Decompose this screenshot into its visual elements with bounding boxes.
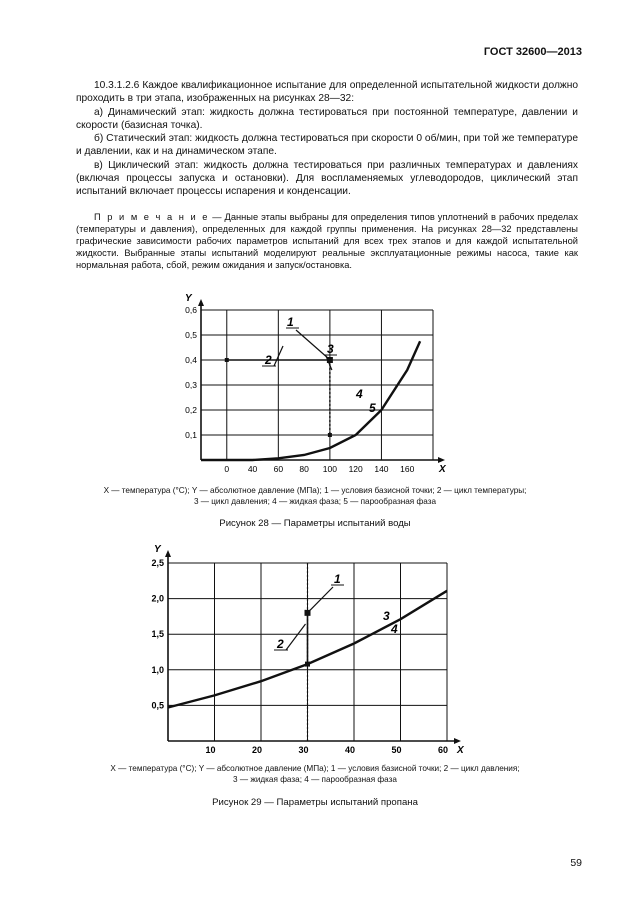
callout-label: 1: [334, 572, 341, 586]
x-tick-label: 60: [273, 464, 284, 474]
x-tick-label: 30: [298, 745, 309, 755]
y-tick-label: 0,4: [185, 355, 197, 365]
fig29-caption: Рисунок 29 — Параметры испытаний пропана: [212, 797, 418, 808]
y-tick-label: 0,1: [185, 430, 197, 440]
callout-label: 3: [383, 609, 390, 623]
fig28-caption: Рисунок 28 — Параметры испытаний воды: [219, 518, 411, 529]
callout-label: 5: [369, 401, 376, 415]
callout-label: 4: [391, 622, 398, 636]
callout-label: 4: [356, 387, 363, 401]
y-tick-label: 0,6: [185, 305, 197, 315]
x-tick-label: 0: [224, 464, 230, 474]
x-tick-label: 40: [344, 745, 356, 755]
fig29-legend-line1: X — температура (°C); Y — абсолютное давление (МПа); 1 — условия базисной точки; 2 — цикл давления;: [110, 764, 520, 773]
callout-label: 3: [327, 342, 334, 356]
pressure-cycle-marker: [328, 433, 332, 437]
y-axis-label: Y: [154, 544, 161, 555]
x-tick-label: 100: [322, 464, 337, 474]
callout-label: 2: [265, 353, 272, 367]
x-tick-label: 10: [205, 745, 216, 755]
phase-curve: [201, 341, 420, 460]
y-tick-label: 1,5: [151, 629, 164, 640]
y-tick-label: 0,2: [185, 405, 197, 415]
pressure-cycle-marker: [305, 662, 310, 667]
y-tick-label: 0,3: [185, 380, 197, 390]
x-axis-label: X: [439, 464, 446, 475]
page-number: 59: [570, 857, 582, 869]
y-tick-label: 0,5: [185, 330, 197, 340]
y-tick-label: 2,0: [151, 593, 164, 604]
x-tick-label: 60: [437, 745, 449, 755]
y-tick-label: 2,5: [151, 558, 164, 568]
fig28-legend-line1: X — температура (°C); Y — абсолютное давление (МПа); 1 — условия базисной точки; 2 — цикл температуры;: [103, 486, 527, 495]
y-axis-label: Y: [185, 293, 192, 304]
x-tick-label: 20: [251, 745, 263, 755]
callout-leader: [296, 330, 328, 358]
fig29-legend-line2: 3 — жидкая фаза; 4 — парообразная фаза: [233, 775, 397, 784]
temp-cycle-marker: [225, 358, 229, 362]
y-tick-label: 1,0: [151, 664, 164, 675]
note-text: — Данные этапы выбраны для определения типов уплотнений в рабочих пределах (температуры и давления), определенных для каждой группы применения. На рисунках 28—32 представлены графические зависимости рабочих параметров испытаний для всех трех этапов и для каждой испытательной жидкости. Выбранные этапы испытаний моделируют реальные эксплуатационные режимы насоса, такие как нормальная работа, сбой, режим ожидания и запуск/остановка.: [76, 212, 578, 270]
figure-28-chart: [185, 293, 447, 475]
x-axis-arrow: [454, 738, 461, 744]
x-tick-label: 40: [247, 464, 258, 474]
y-axis-arrow: [165, 550, 171, 557]
callout-label: 2: [277, 637, 284, 651]
callout-leader: [286, 624, 306, 650]
x-tick-label: 80: [299, 464, 309, 474]
paragraph: 10.3.1.2.6 Каждое квалификационное испытание для определенной испытательной жидкости должно проходить в три этапа, изображенных на рисунках 28—32:: [76, 80, 578, 105]
x-axis-arrow: [438, 457, 445, 463]
note-label: П р и м е ч а н и е: [94, 212, 210, 222]
x-axis-label: X: [457, 745, 464, 756]
standard-number: ГОСТ 32600—2013: [483, 46, 582, 58]
paragraph: в) Циклический этап: жидкость должна тестироваться при различных температурах и давлениях (включая процессы запуска и остановки). Для воспламеняемых углеводородов, циклический этап испытаний включает процессы испарения и конденсации.: [76, 159, 578, 198]
x-tick-label: 120: [348, 464, 363, 474]
x-tick-label: 140: [374, 464, 389, 474]
callout-label: 1: [287, 315, 294, 329]
y-tick-label: 0,5: [151, 700, 164, 711]
y-axis-arrow: [198, 299, 204, 306]
x-tick-label: 160: [400, 464, 415, 474]
paragraph: а) Динамический этап: жидкость должна тестироваться при постоянной температуре, давлении и скорости (базисная точка).: [76, 106, 578, 131]
figure-29-chart: [151, 544, 465, 756]
fig28-legend-line2: 3 — цикл давления; 4 — жидкая фаза; 5 — парообразная фаза: [193, 497, 437, 506]
x-tick-label: 50: [391, 745, 402, 755]
paragraph: б) Статический этап: жидкость должна тестироваться при скорости 0 об/мин, при той же температуре и давлении, как и на динамическом этапе.: [76, 133, 578, 158]
